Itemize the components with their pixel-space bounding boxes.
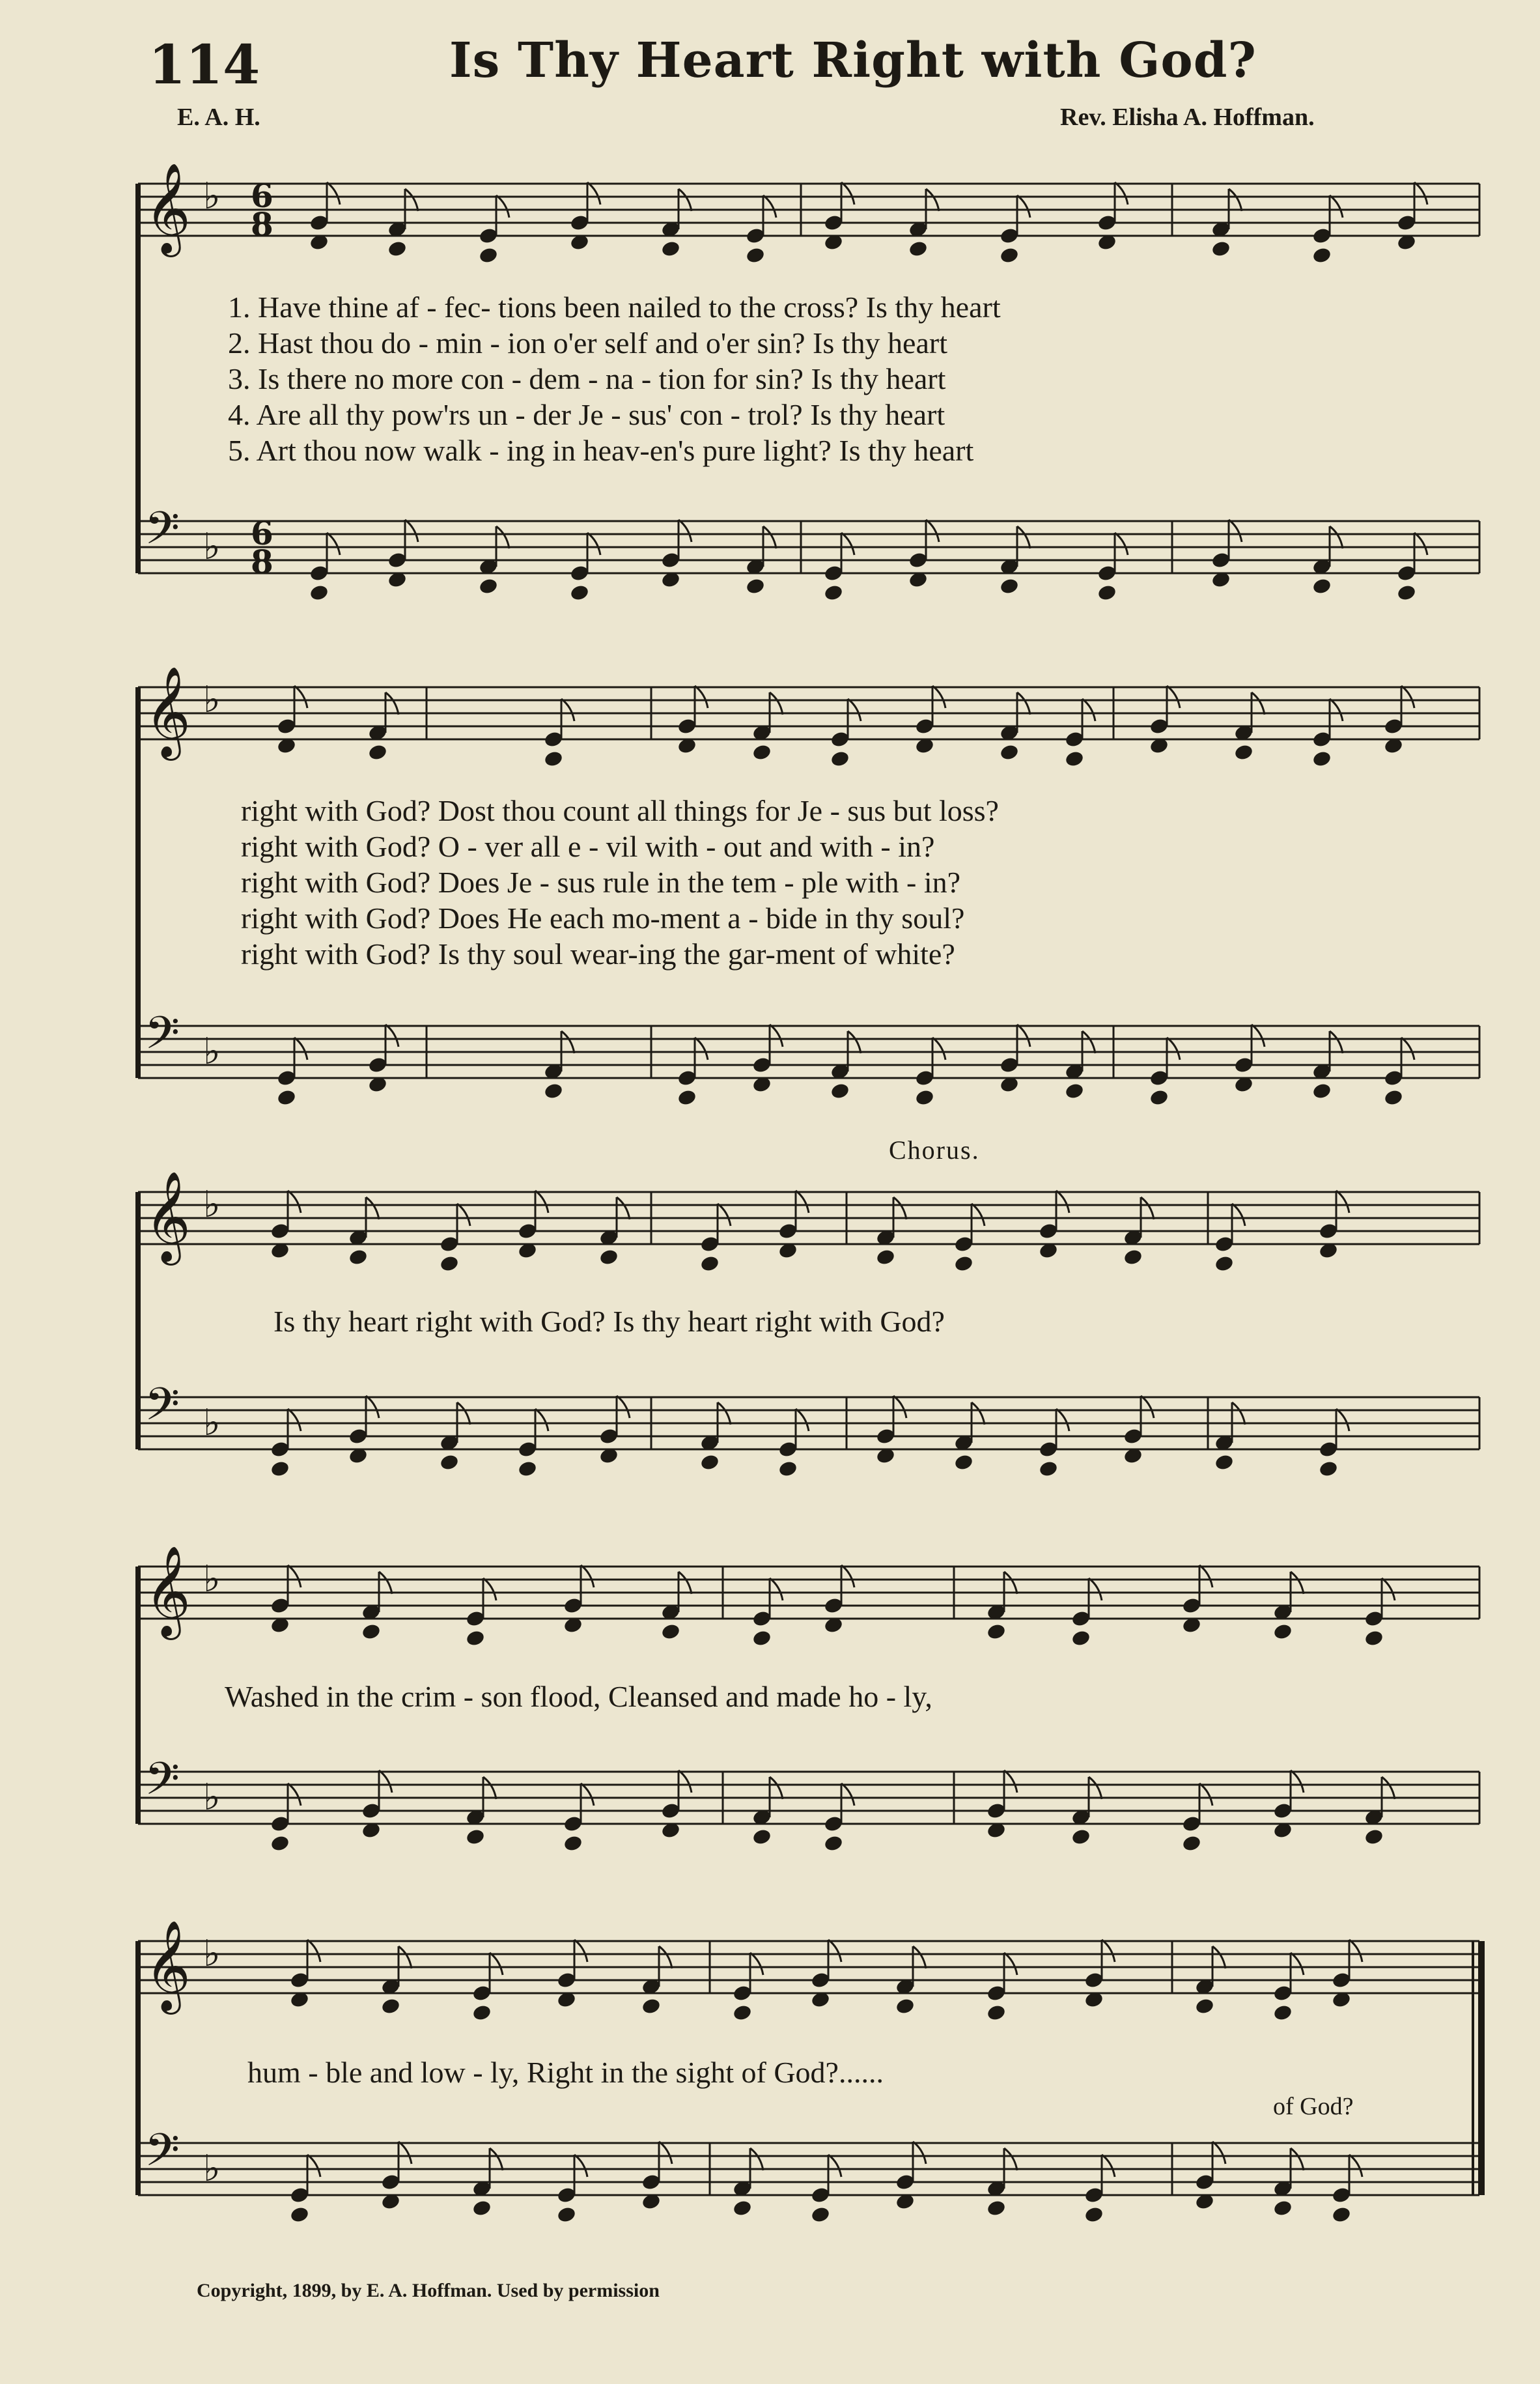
note-flag	[490, 2148, 503, 2170]
note-flag	[385, 1025, 399, 1047]
note-head	[986, 2004, 1006, 2022]
note-flag	[1349, 1940, 1362, 1962]
note-flag	[1291, 1572, 1304, 1594]
verse-3-line-1: 3. Is there no more con - dem - na - tion for sin? Is thy heart	[228, 362, 946, 395]
note-flag	[695, 686, 708, 708]
note-flag	[399, 2142, 412, 2164]
note-head	[677, 1088, 697, 1107]
note-flag	[913, 1946, 926, 1968]
note-flag	[1330, 1031, 1343, 1053]
note-flag	[695, 1038, 708, 1060]
note-head	[875, 1248, 895, 1266]
note-flag	[1056, 1191, 1069, 1213]
note-flag	[932, 1038, 945, 1060]
note-flag	[405, 189, 418, 211]
note-head	[556, 2206, 576, 2224]
note-flag	[581, 1565, 594, 1587]
note-head	[660, 240, 680, 258]
flat-sign-icon: ♭	[203, 679, 221, 721]
note-flag	[828, 1940, 841, 1962]
note-head	[1064, 750, 1084, 768]
note-flag	[1089, 1578, 1102, 1600]
note-flag	[288, 1565, 301, 1587]
time-signature-top: 6	[251, 177, 273, 215]
note-head	[276, 1088, 296, 1107]
note-head	[751, 1629, 772, 1647]
note-flag	[1414, 533, 1427, 555]
note-flag	[535, 1191, 548, 1213]
note-head	[465, 1629, 485, 1647]
note-flag	[841, 1565, 854, 1587]
note-flag	[581, 1783, 594, 1806]
note-flag	[288, 1191, 301, 1213]
note-flag	[841, 1783, 854, 1806]
note-flag	[1017, 195, 1030, 218]
flat-sign-icon: ♭	[203, 2148, 221, 2190]
note-flag	[405, 520, 418, 542]
note-head	[732, 2004, 752, 2022]
note-head	[699, 1453, 720, 1471]
note-head	[361, 1623, 381, 1641]
note-flag	[750, 2148, 763, 2170]
note-flag	[1252, 1025, 1265, 1047]
note-head	[289, 2206, 309, 2224]
note-flag	[1167, 686, 1180, 708]
verse-1-line-1: 1. Have thine af - fec- tions been nailed to the cross? Is thy heart	[228, 291, 1001, 324]
bass-clef-icon: 𝄢	[145, 1752, 180, 1816]
note-flag	[770, 1777, 783, 1799]
note-head	[1318, 1460, 1338, 1478]
note-flag	[796, 1191, 809, 1213]
note-flag	[828, 2155, 841, 2177]
note-head	[439, 1255, 459, 1273]
note-flag	[1212, 2142, 1225, 2164]
verse-3-line-2: right with God? Does Je - sus rule in the tem - ple with - in?	[241, 866, 961, 899]
note-head	[478, 577, 498, 595]
note-flag	[574, 1940, 587, 1962]
note-flag	[1336, 1409, 1349, 1431]
note-flag	[490, 1953, 503, 1975]
note-head	[830, 1082, 850, 1100]
note-flag	[932, 686, 945, 708]
note-head	[348, 1248, 368, 1266]
note-head	[1272, 2199, 1293, 2217]
copyright-notice: Copyright, 1899, by E. A. Hoffman. Used by permission	[197, 2280, 660, 2301]
note-head	[999, 246, 1019, 264]
note-flag	[1232, 1204, 1245, 1226]
note-head	[367, 743, 387, 761]
author-credit: Rev. Elisha A. Hoffman.	[1060, 104, 1315, 131]
note-head	[471, 2199, 492, 2217]
flat-sign-icon: ♭	[203, 1030, 221, 1073]
note-flag	[1004, 1572, 1017, 1594]
note-head	[569, 584, 589, 602]
note-flag	[763, 526, 776, 548]
note-flag	[893, 1197, 906, 1219]
note-head	[999, 743, 1019, 761]
note-head	[1123, 1248, 1143, 1266]
time-signature-top: 6	[251, 514, 273, 552]
note-head	[270, 1834, 290, 1852]
bass-clef-icon: 𝄢	[145, 502, 180, 565]
hymn-title: Is Thy Heart Right with God?	[449, 33, 1257, 89]
flat-sign-icon: ♭	[203, 1776, 221, 1819]
note-flag	[1382, 1578, 1395, 1600]
note-flag	[587, 533, 600, 555]
flat-sign-icon: ♭	[203, 1402, 221, 1444]
note-flag	[617, 1396, 630, 1418]
note-flag	[288, 1783, 301, 1806]
note-flag	[679, 1770, 692, 1793]
note-flag	[457, 1204, 470, 1226]
note-flag	[617, 1197, 630, 1219]
note-head	[1038, 1460, 1058, 1478]
treble-clef-icon: 𝄞	[145, 1546, 191, 1636]
note-flag	[1330, 195, 1343, 218]
note-flag	[1082, 1031, 1095, 1053]
note-flag	[1199, 1565, 1212, 1587]
note-head	[810, 2206, 830, 2224]
note-flag	[1330, 526, 1343, 548]
note-head	[1149, 1088, 1169, 1107]
flat-sign-icon: ♭	[203, 1933, 221, 1975]
note-flag	[796, 1409, 809, 1431]
note-flag	[366, 1197, 379, 1219]
note-head	[478, 246, 498, 264]
note-flag	[1199, 1783, 1212, 1806]
note-flag	[294, 686, 307, 708]
note-flag	[1017, 1025, 1030, 1047]
note-flag	[770, 692, 783, 715]
note-flag	[1056, 1409, 1069, 1431]
note-head	[1181, 1834, 1201, 1852]
note-head	[745, 577, 765, 595]
note-flag	[1291, 2148, 1304, 2170]
note-flag	[841, 533, 854, 555]
note-head	[1272, 1623, 1293, 1641]
note-flag	[763, 195, 776, 218]
note-flag	[770, 1578, 783, 1600]
note-head	[1364, 1629, 1384, 1647]
verse-1-line-2: right with God? Dost thou count all things for Je - sus but loss?	[241, 794, 999, 827]
treble-clef-icon: 𝄞	[145, 163, 191, 253]
note-flag	[483, 1578, 496, 1600]
treble-clef-icon: 𝄞	[145, 1171, 191, 1262]
flat-sign-icon: ♭	[203, 1558, 221, 1600]
note-flag	[1089, 1777, 1102, 1799]
note-flag	[718, 1402, 731, 1425]
note-head	[660, 1623, 680, 1641]
note-flag	[327, 182, 340, 205]
note-flag	[1115, 533, 1128, 555]
note-flag	[841, 182, 854, 205]
note-flag	[1252, 692, 1265, 715]
note-head	[830, 750, 850, 768]
verse-4-line-1: 4. Are all thy pow'rs un - der Je - sus' con - trol? Is thy heart	[228, 398, 945, 431]
note-head	[380, 1997, 400, 2015]
time-signature-bottom: 8	[251, 205, 273, 244]
chorus-line-2: Washed in the crim - son flood, Cleansed and made ho - ly,	[225, 1680, 932, 1713]
note-flag	[1330, 699, 1343, 721]
note-flag	[1291, 1953, 1304, 1975]
note-flag	[294, 1038, 307, 1060]
note-flag	[1102, 1940, 1115, 1962]
note-head	[1214, 1453, 1234, 1471]
note-head	[895, 1997, 915, 2015]
note-flag	[1349, 2155, 1362, 2177]
note-flag	[848, 1031, 861, 1053]
bass-clef-icon: 𝄢	[145, 2123, 180, 2187]
note-flag	[1229, 189, 1242, 211]
time-signature-bottom: 8	[251, 543, 273, 581]
note-head	[1233, 743, 1253, 761]
note-head	[517, 1460, 537, 1478]
note-flag	[399, 1946, 412, 1968]
note-flag	[1004, 2148, 1017, 2170]
treble-clef-icon: 𝄞	[145, 1920, 191, 2011]
note-head	[1194, 1997, 1214, 2015]
note-flag	[1401, 1038, 1414, 1060]
chorus-line-3: hum - ble and low - ly, Right in the sight of God?......	[247, 2056, 884, 2089]
note-head	[1211, 240, 1231, 258]
note-head	[732, 2199, 752, 2217]
note-head	[953, 1255, 973, 1273]
note-flag	[385, 692, 399, 715]
note-head	[543, 750, 563, 768]
note-flag	[972, 1204, 985, 1226]
note-flag	[307, 1940, 320, 1962]
chorus-echo: of God?	[1273, 2093, 1354, 2120]
note-flag	[1382, 1777, 1395, 1799]
note-flag	[366, 1396, 379, 1418]
note-head	[823, 1834, 843, 1852]
note-head	[777, 1460, 798, 1478]
note-head	[465, 1828, 485, 1846]
note-head	[1064, 1082, 1084, 1100]
note-head	[986, 1623, 1006, 1641]
note-flag	[1082, 699, 1095, 721]
note-flag	[913, 2142, 926, 2164]
note-head	[1311, 246, 1332, 264]
bass-clef-icon: 𝄢	[145, 1006, 180, 1070]
chorus-line-1: Is thy heart right with God? Is thy heart right with God?	[273, 1305, 945, 1338]
note-flag	[496, 526, 509, 548]
note-flag	[307, 2155, 320, 2177]
note-flag	[574, 2155, 587, 2177]
note-flag	[893, 1396, 906, 1418]
note-head	[1071, 1828, 1091, 1846]
note-flag	[587, 182, 600, 205]
note-flag	[483, 1777, 496, 1799]
note-head	[1311, 1082, 1332, 1100]
note-flag	[1017, 692, 1030, 715]
note-head	[914, 1088, 934, 1107]
note-head	[1311, 577, 1332, 595]
note-head	[1311, 750, 1332, 768]
note-head	[471, 2004, 492, 2022]
flat-sign-icon: ♭	[203, 175, 221, 218]
note-head	[1097, 584, 1117, 602]
note-flag	[327, 533, 340, 555]
bass-clef-icon: 𝄢	[145, 1378, 180, 1441]
note-head	[986, 2199, 1006, 2217]
verse-2-line-1: 2. Hast thou do - min - ion o'er self and o'er sin? Is thy heart	[228, 326, 947, 360]
note-head	[1214, 1255, 1234, 1273]
treble-clef-icon: 𝄞	[145, 666, 191, 757]
note-flag	[1232, 1402, 1245, 1425]
note-head	[1331, 2206, 1351, 2224]
note-head	[751, 743, 772, 761]
note-flag	[926, 520, 939, 542]
verse-4-line-2: right with God? Does He each mo-ment a - bide in thy soul?	[241, 901, 965, 935]
chorus-label: Chorus.	[889, 1135, 980, 1165]
note-head	[823, 584, 843, 602]
note-flag	[496, 195, 509, 218]
note-flag	[770, 1025, 783, 1047]
verse-2-line-2: right with God? O - ver all e - vil with - out and with - in?	[241, 830, 935, 863]
note-flag	[561, 1031, 574, 1053]
note-head	[1383, 1088, 1403, 1107]
note-flag	[288, 1409, 301, 1431]
flat-sign-icon: ♭	[203, 1184, 221, 1226]
note-flag	[457, 1402, 470, 1425]
note-head	[1272, 2004, 1293, 2022]
note-flag	[1291, 1770, 1304, 1793]
note-flag	[926, 189, 939, 211]
note-head	[908, 240, 928, 258]
note-flag	[1336, 1191, 1349, 1213]
note-head	[751, 1828, 772, 1846]
note-head	[641, 1997, 661, 2015]
verse-5-line-1: 5. Art thou now walk - ing in heav-en's pure light? Is thy heart	[228, 434, 974, 467]
note-head	[999, 577, 1019, 595]
note-head	[309, 584, 329, 602]
note-flag	[659, 2142, 672, 2164]
note-flag	[379, 1770, 392, 1793]
note-flag	[1229, 520, 1242, 542]
note-flag	[379, 1572, 392, 1594]
note-flag	[718, 1204, 731, 1226]
note-head	[699, 1255, 720, 1273]
note-head	[543, 1082, 563, 1100]
note-head	[563, 1834, 583, 1852]
note-head	[439, 1453, 459, 1471]
note-flag	[972, 1402, 985, 1425]
note-flag	[679, 1572, 692, 1594]
note-head	[1396, 584, 1416, 602]
note-flag	[679, 189, 692, 211]
note-flag	[659, 1946, 672, 1968]
note-flag	[1212, 1946, 1225, 1968]
note-head	[1084, 2206, 1104, 2224]
note-flag	[535, 1409, 548, 1431]
note-flag	[750, 1953, 763, 1975]
note-head	[387, 240, 407, 258]
flat-sign-icon: ♭	[203, 526, 221, 568]
verse-5-line-2: right with God? Is thy soul wear-ing the gar-ment of white?	[241, 937, 955, 971]
note-head	[1364, 1828, 1384, 1846]
note-head	[270, 1460, 290, 1478]
note-flag	[1017, 526, 1030, 548]
note-flag	[1141, 1197, 1154, 1219]
note-flag	[561, 699, 574, 721]
note-flag	[1141, 1396, 1154, 1418]
page-number: 114	[148, 34, 260, 96]
note-flag	[679, 520, 692, 542]
note-flag	[1102, 2155, 1115, 2177]
composer-credit: E. A. H.	[177, 104, 260, 131]
note-flag	[1401, 686, 1414, 708]
note-flag	[1167, 1038, 1180, 1060]
note-flag	[1115, 182, 1128, 205]
note-head	[953, 1453, 973, 1471]
note-head	[598, 1248, 619, 1266]
note-head	[745, 246, 765, 264]
note-flag	[848, 699, 861, 721]
note-flag	[1004, 1953, 1017, 1975]
note-flag	[1414, 182, 1427, 205]
note-head	[1071, 1629, 1091, 1647]
note-flag	[1004, 1770, 1017, 1793]
